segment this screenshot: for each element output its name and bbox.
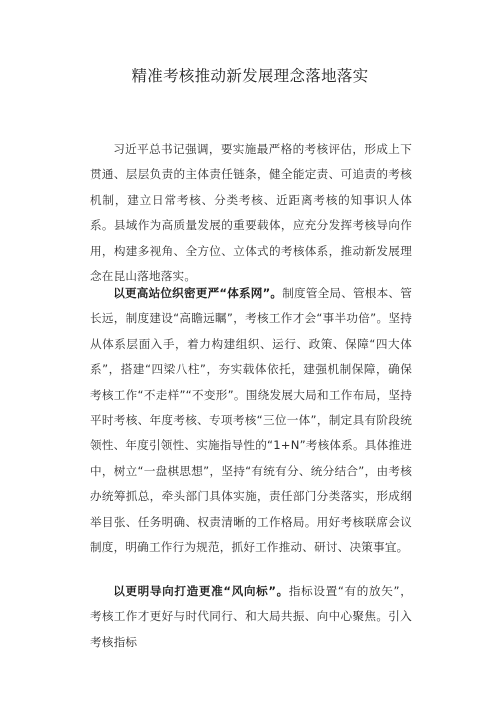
paragraph-lead: 以更高站位织密更严“体系网”。 xyxy=(113,286,283,300)
paragraph-lead: 以更明导向打造更准“风向标”。 xyxy=(113,584,289,598)
paragraph-system xyxy=(90,281,412,560)
paragraph-text: 习近平总书记强调，要实施最严格的考核评估，形成上下贯通、层层负责的主体责任链条，健全能定责、可追责的考核机制，建立日常考核、分类考核、近距离考核的知事识人体系。县域作为高质量发展的重要载体，应充分发挥考核导向作用，构建多视角、全方位、立体式的考核体系，推动新发展理念在昆山落地落实。 xyxy=(90,142,412,284)
paragraph-indicator xyxy=(90,579,412,655)
paragraph-text: 指标设置“有的放矢”，考核工作才更好与时代同行、和大局共振、向中心聚焦。引入考核指标 xyxy=(90,584,412,649)
paragraph-intro xyxy=(90,137,412,289)
paragraph-text: 制度管全局、管根本、管长远，制度建设“高瞻远瞩”，考核工作才会“事半功倍”。坚持从体系层面入手，着力构建组织、运行、政策、保障“四大体系”，搭建“四梁八柱”，夯实载体依托，建强机制保障，确保考核工作“不走样”“不变形”。围绕发展大局和工作布局，坚持平时考核、年度考核、专项考核“三位一体”，制定具有阶段统领性、年度引领性、实施指导性的“1+N”考核体系。具体推进中，树立“一盘棋思想”，坚持“有统有分、统分结合”，由考核办统筹抓总，牵头部门具体实施，责任部门分类落实，形成纲举目张、任务明确、权责清晰的工作格局。用好考核联席会议制度，明确工作行为规范，抓好工作推动、研讨、决策事宜。 xyxy=(90,286,412,555)
document-title: 精准考核推动新发展理念落地落实 xyxy=(131,67,369,85)
